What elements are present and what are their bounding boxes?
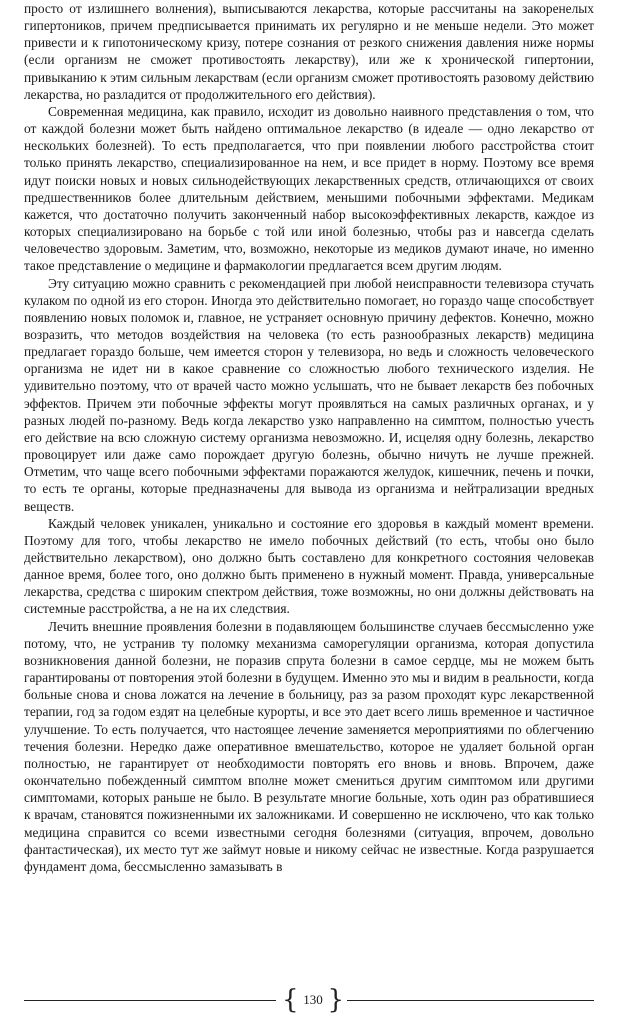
paragraph-4: Каждый человек уникален, уникально и состояние его здоровья в каждый момент времени. Поэтому для того, чтобы лекарство не имело побочных действий (то есть, чтобы оно было действительно лекарством), оно должно быть составлено для конкретного состояния человекав данное время, более того, оно должно быть применено в нужный момент. Правда, универсальные лекарства, средства с широким спектром действия, тоже возможны, но они должны действовать на системные расстройства, а не на их следствия. [24,515,594,617]
footer-rule-right [347,1000,594,1001]
footer-rule-left [24,1000,276,1001]
left-brace-icon: { [282,985,299,1015]
paragraph-3: Эту ситуацию можно сравнить с рекомендацией при любой неисправности телевизора стучать кулаком по одной из его сторон. Иногда это действительно помогает, но гораздо чаще способствует появлению новых поломок и, главное, не устраняет основную причину дефектов. Конечно, можно возразить, что методов воздействия на человека (то есть разнообразных лекарств) медицина предлагает гораздо больше, чем имеется сторон у телевизора, но ведь и сложность человеческого организма не идет ни в какое сравнение со сложностью любого технического изделия. Не удивительно поэтому, что от врачей часто можно услышать, что не бывает лекарств без побочных эффектов. Причем эти побочные эффекты могут проявляться на самых различных органах, и у разных людей по-разному. Ведь когда лекарство узко направленно на симптом, полностью учесть его действие на всю сложную систему организма невозможно. И, исцеляя одну болезнь, лекарство провоцирует или даже само порождает другую болезнь, обычно ничуть не лучше прежней. Отметим, что чаще всего побочными эффектами поражаются желудок, кишечник, печень и почки, то есть те органы, которые предназначены для вывода из организма и нейтрализации вредных веществ. [24,275,594,514]
page-number: 130 [303,992,323,1007]
paragraph-2: Современная медицина, как правило, исходит из довольно наивного представления о том, что от каждой болезни может быть найдено оптимальное лекарство (в идеале — одно лекарство от нескольких болезней). То есть предполагается, что при появлении любого расстройства стоит только принять лекарство, специализированное на нем, и все придет в норму. Поэтому все время идут поиски новых и новых сильнодействующих лекарственных средств, отличающихся от своих предшественников более длительным действием, меньшими побочными эффектами. Медикам кажется, что достаточно получить законченный набор высокоэффективных лекарств, каждое из которых специализировано на борьбе с той или иной болезнью, чтобы раз и навсегда сделать человечество здоровым. Заметим, что, возможно, некоторые из медиков думают иначе, но именно такое представление о медицине и фармакологии предлагается всем другим людям. [24,103,594,274]
right-brace-icon: } [327,985,344,1015]
page-footer [24,984,594,1018]
paragraph-5: Лечить внешние проявления болезни в подавляющем большинстве случаев бессмысленно уже потому, что, не устранив ту поломку механизма саморегуляции организма, которая допустила возникновения данной болезни, не поразив спрута болезни в самое сердце, мы не можем быть гарантированы от повторения этой болезни в будущем. Именно это мы и видим в реальности, когда больные снова и снова ложатся на лечение в больницу, раз за разом проходят курс лекарственной терапии, год за годом ездят на целебные курорты, и все это дает всего лишь временное и частичное улучшение. То есть получается, что настоящее лечение заменяется мероприятиями по облегчению течения болезни. Нередко даже оперативное вмешательство, которое не удаляет больной орган полностью, не гарантирует от необходимости повторять его вновь и вновь. Впрочем, даже окончательно побежденный симптом вполне может смениться другим симптомом или другими симптомами, которых раньше не было. В результате многие больные, хоть один раз обратившиеся к врачам, становятся пожизненными их заложниками. И совершенно не исключено, что как только медицина справится со всеми известными сегодня болезнями (ситуация, впрочем, довольно фантастическая), их место тут же займут новые и никому сейчас не известные. Когда разрушается фундамент дома, бессмысленно замазывать в [24,618,594,874]
page-number-frame [282,986,344,1014]
body-text [24,0,594,875]
paragraph-1: просто от излишнего волнения), выписываются лекарства, которые рассчитаны на закоренелых гипертоников, причем предписывается принимать их регулярно и не меньше недели. Это может привести и к гипотоническому кризу, потере сознания от резкого снижения давления ниже нормы (если организм не сможет противостоять лекарству), или же к хронической гипертонии, привыканию к этим сильным лекарствам (если организм сможет противостоять разовому действию лекарства, но разладится от продолжительного его действия). [24,1,594,102]
